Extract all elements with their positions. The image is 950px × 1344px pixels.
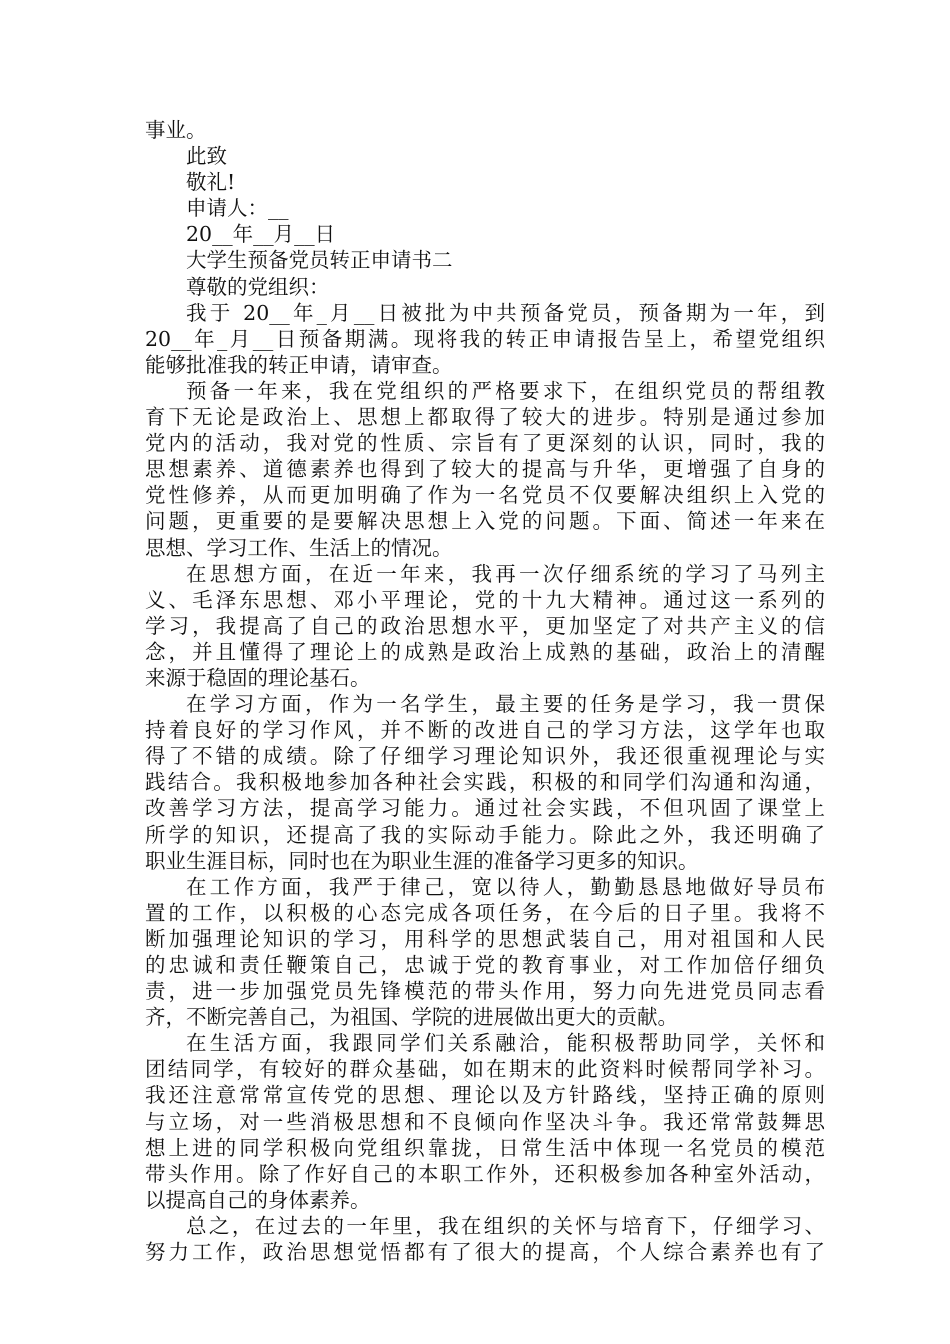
document-line: 齐，不断完善自己，为祖国、学院的进展做出更大的贡献。 (145, 1005, 678, 1030)
document-line: 学习，我提高了自己的政治思想水平，更加坚定了对共产主义的信 (145, 613, 825, 638)
document-line: 与立场，对一些消极思想和不良倾向作坚决斗争。我还常常鼓舞思 (145, 1109, 825, 1134)
document-line: 育下无论是政治上、思想上都取得了较大的进步。特别是通过参加 (145, 405, 825, 430)
document-line: 来源于稳固的理论基石。 (145, 665, 371, 690)
document-line: 改善学习方法，提高学习能力。通过社会实践，不但巩固了课堂上 (145, 796, 825, 821)
document-line: 持着良好的学习作风，并不断的改进自己的学习方法，这学年也取 (145, 718, 825, 743)
document-line: 团结同学，有较好的群众基础，如在期末的此资料时候帮同学补习。 (145, 1057, 825, 1082)
document-line: 总之，在过去的一年里，我在组织的关怀与培育下，仔细学习、 (186, 1213, 825, 1238)
document-line: 我还注意常常宣传党的思想、理论以及方针路线，坚持正确的原则 (145, 1083, 825, 1108)
document-line: 敬礼! (186, 170, 236, 195)
document-line: 置的工作，以积极的心态完成各项任务，在今后的日子里。我将不 (145, 900, 825, 925)
document-line: 20__年__月__日 (186, 222, 336, 247)
document-line: 我于 20__年_月__日被批为中共预备党员，预备期为一年，到 (186, 300, 825, 325)
document-line: 事业。 (145, 118, 207, 142)
document-line: 念，并且懂得了理论上的成熟是政治上成熟的基础，政治上的清醒 (145, 639, 825, 664)
document-line: 践结合。我积极地参加各种社会实践，积极的和同学们沟通和沟通， (145, 770, 825, 795)
document-line: 思想素养、道德素养也得到了较大的提高与升华，更增强了自身的 (145, 457, 825, 482)
document-line: 预备一年来，我在党组织的严格要求下，在组织党员的帮组教 (186, 378, 825, 403)
document-line: 20__年_月__日预备期满。现将我的转正申请报告呈上，希望党组织 (145, 326, 825, 351)
document-line: 在思想方面，在近一年来，我再一次仔细系统的学习了马列主 (186, 561, 825, 586)
document-line: 大学生预备党员转正申请书二 (186, 248, 453, 273)
document-line: 断加强理论知识的学习，用科学的思想武装自己，用对祖国和人民 (145, 926, 825, 951)
document-line: 义、毛泽东思想、邓小平理论，党的十九大精神。通过这一系列的 (145, 587, 825, 612)
document-line: 尊敬的党组织： (186, 274, 330, 299)
document-line: 带头作用。除了作好自己的本职工作外，还积极参加各种室外活动， (145, 1161, 825, 1186)
document-line: 此致 (186, 144, 227, 169)
document-line: 思想、学习工作、生活上的情况。 (145, 535, 453, 560)
document-line: 党性修养，从而更加明确了作为一名党员不仅要解决组织上入党的 (145, 483, 825, 508)
document-line: 职业生涯目标，同时也在为职业生涯的准备学习更多的知识。 (145, 848, 699, 873)
document-line: 的忠诚和责任鞭策自己，忠诚于党的教育事业，对工作加倍仔细负 (145, 953, 825, 977)
document-line: 能够批准我的转正申请，请审查。 (145, 352, 453, 377)
document-line: 得了不错的成绩。除了仔细学习理论知识外，我还很重视理论与实 (145, 744, 825, 769)
document-body (145, 117, 825, 1265)
document-line: 在工作方面，我严于律己，宽以待人，勤勤恳恳地做好导员布 (186, 874, 825, 899)
document-line: 党内的活动，我对党的性质、宗旨有了更深刻的认识，同时，我的 (145, 431, 825, 456)
document-line: 责，进一步加强党员先锋模范的带头作用，努力向先进党员同志看 (145, 979, 825, 1004)
document-line: 在学习方面，作为一名学生，最主要的任务是学习，我一贯保 (186, 692, 825, 717)
document-line: 以提高自己的身体素养。 (145, 1187, 371, 1212)
document-line: 所学的知识，还提高了我的实际动手能力。除此之外，我还明确了 (145, 822, 825, 847)
document-line: 问题，更重要的是要解决思想上入党的问题。下面、简述一年来在 (145, 509, 825, 534)
document-line: 努力工作，政治思想觉悟都有了很大的提高，个人综合素养也有了 (145, 1240, 825, 1265)
document-line: 在生活方面，我跟同学们关系融洽，能积极帮助同学，关怀和 (186, 1031, 825, 1056)
document-line: 申请人：__ (186, 196, 289, 221)
document-line: 想上进的同学积极向党组织靠拢，日常生活中体现一名党员的模范 (145, 1135, 825, 1160)
